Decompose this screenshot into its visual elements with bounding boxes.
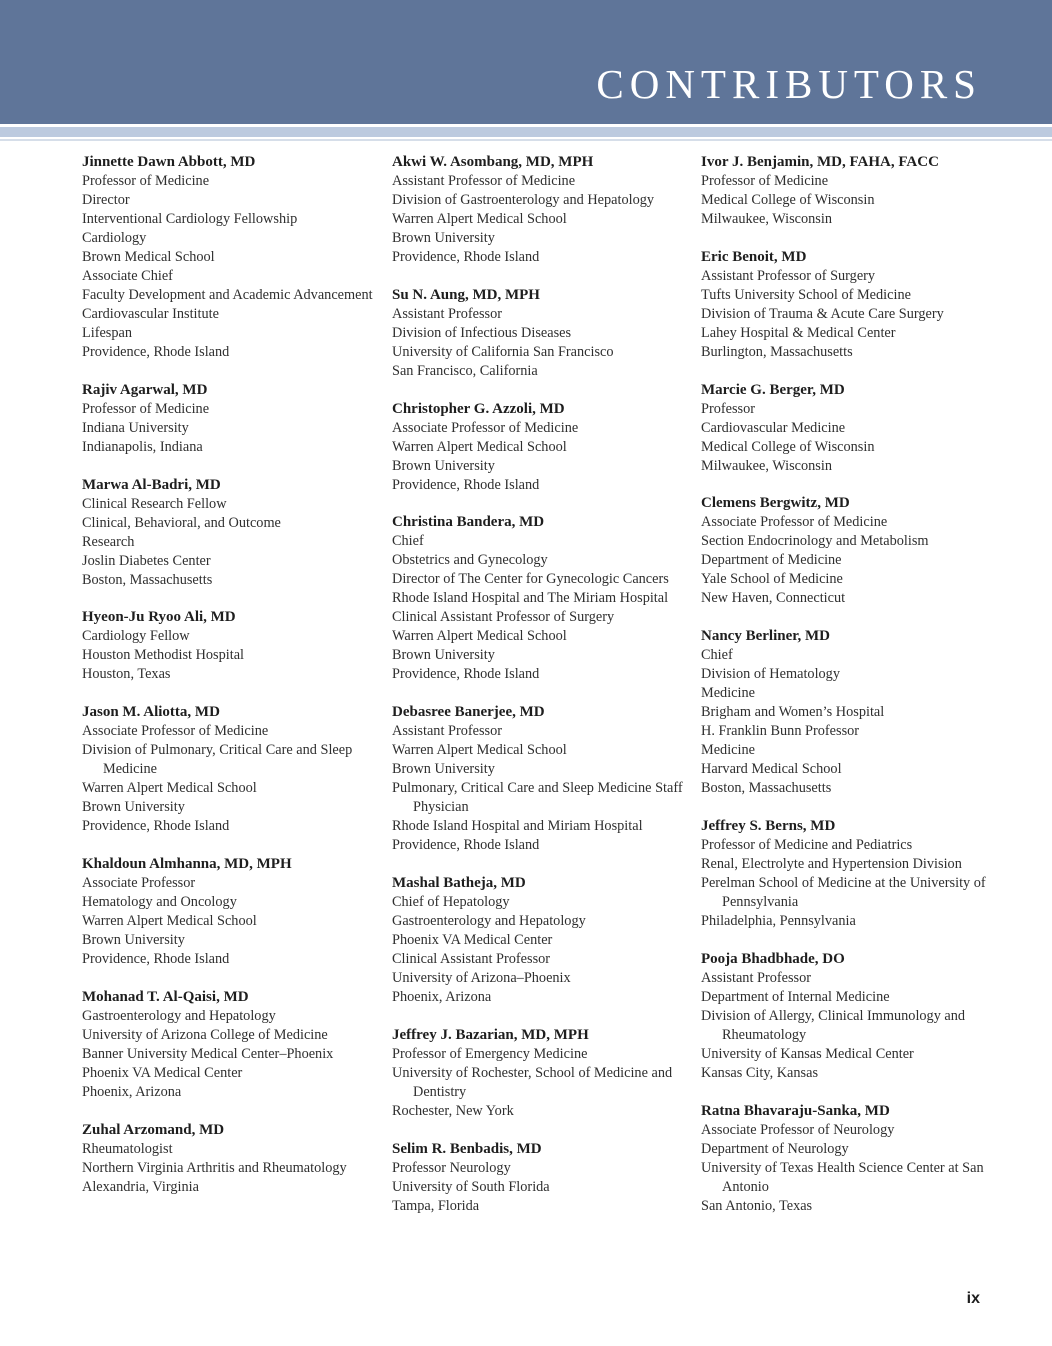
contributor-affiliation-line: Clinical Assistant Professor of Surgery <box>392 609 615 626</box>
contributor-entry <box>701 817 1001 931</box>
contributor-affiliation-line: Phoenix VA Medical Center <box>392 931 553 948</box>
contributor-affiliation-line: Cardiology Fellow <box>82 628 190 645</box>
contributor-affiliation-line: Warren Alpert Medical School <box>392 742 567 759</box>
contributor-name: Pooja Bhadbhade, DO <box>701 950 845 967</box>
contributor-affiliation-line: Clinical Assistant Professor <box>392 950 551 967</box>
contributor-affiliation-line: Brown University <box>392 457 495 474</box>
contributor-affiliation-line: Assistant Professor <box>392 723 503 740</box>
contributor-affiliation-line: Northern Virginia Arthritis and Rheumatology <box>82 1159 347 1176</box>
contributor-affiliation-line: Joslin Diabetes Center <box>82 552 211 569</box>
contributor-affiliation-line: Chief <box>701 647 733 664</box>
contributor-affiliation-line: Medical College of Wisconsin <box>701 192 875 208</box>
contributor-affiliation-line: Kansas City, Kansas <box>701 1064 819 1081</box>
contributor-name: Ratna Bhavaraju-Sanka, MD <box>701 1102 890 1119</box>
contributor-affiliation-line: H. Franklin Bunn Professor <box>701 723 860 740</box>
contributor-name: Hyeon-Ju Ryoo Ali, MD <box>82 609 236 626</box>
contributor-affiliation-line: Brown University <box>392 761 495 778</box>
contributor-name: Christina Bandera, MD <box>392 514 545 531</box>
contributor-affiliation-line: Milwaukee, Wisconsin <box>701 457 832 474</box>
contributor-entry <box>392 874 692 1007</box>
contributor-affiliation-line: Division of Infectious Diseases <box>392 324 572 341</box>
contributor-entry <box>82 608 382 684</box>
contributor-affiliation-line: Assistant Professor <box>701 969 812 986</box>
contributor-entry <box>82 703 382 836</box>
contributor-affiliation-line: Boston, Massachusetts <box>701 780 832 797</box>
contributor-affiliation-line: Brown University <box>392 230 495 246</box>
contributor-affiliation-line: Assistant Professor <box>392 305 503 322</box>
contributor-affiliation-line: Medical College of Wisconsin <box>701 438 875 455</box>
contributor-affiliation-line: Cardiology <box>82 230 147 246</box>
contributor-affiliation-line: Providence, Rhode Island <box>392 666 540 683</box>
contributor-affiliation-line: Providence, Rhode Island <box>392 249 540 265</box>
contributor-affiliation-line: Cardiovascular Medicine <box>701 419 846 436</box>
contributor-affiliation-line: Rochester, New York <box>392 1102 514 1119</box>
page-title: CONTRIBUTORS <box>596 61 982 107</box>
contributor-affiliation-line: Lahey Hospital & Medical Center <box>701 324 896 341</box>
contributor-name: Jason M. Aliotta, MD <box>82 704 220 721</box>
contributor-affiliation-line: Lifespan <box>82 325 133 341</box>
contributor-name: Ivor J. Benjamin, MD, FAHA, FACC <box>701 154 939 170</box>
contributor-affiliation-line: Division of Allergy, Clinical Immunology and Rheumatology <box>701 1007 966 1043</box>
contributor-affiliation-line: Warren Alpert Medical School <box>82 780 257 797</box>
contributor-name: Selim R. Benbadis, MD <box>392 1140 542 1157</box>
contributor-affiliation-line: University of Kansas Medical Center <box>701 1045 914 1062</box>
contributor-name: Eric Benoit, MD <box>701 248 807 265</box>
contributor-affiliation-line: Department of Internal Medicine <box>701 988 890 1005</box>
contributor-affiliation-line: Providence, Rhode Island <box>392 476 540 493</box>
contributor-affiliation-line: San Francisco, California <box>392 362 538 379</box>
contributor-name: Mashal Batheja, MD <box>392 874 526 891</box>
contributor-name: Marwa Al-Badri, MD <box>82 476 221 493</box>
contributor-affiliation-line: Hematology and Oncology <box>82 893 237 910</box>
contributor-affiliation-line: Providence, Rhode Island <box>82 950 230 967</box>
contributors-column-2 <box>392 153 692 1234</box>
contributor-affiliation-line: Alexandria, Virginia <box>82 1178 199 1195</box>
contributor-entry <box>392 513 692 684</box>
contributor-affiliation-line: Director of The Center for Gynecologic Cancers <box>392 571 669 588</box>
contributor-affiliation-line: Rhode Island Hospital and Miriam Hospital <box>392 818 643 835</box>
header-divider <box>0 127 1052 137</box>
contributor-affiliation-line: Faculty Development and Academic Advancement <box>82 287 373 303</box>
contributor-affiliation-line: New Haven, Connecticut <box>701 590 846 607</box>
contributor-affiliation-line: Brown Medical School <box>82 249 215 265</box>
contributor-affiliation-line: Professor of Emergency Medicine <box>392 1045 588 1062</box>
contributor-affiliation-line: Professor Neurology <box>392 1159 511 1176</box>
contributors-column-1 <box>82 153 382 1215</box>
contributor-affiliation-line: Interventional Cardiology Fellowship <box>82 211 298 227</box>
contributor-name: Jeffrey S. Berns, MD <box>701 817 836 834</box>
contributor-affiliation-line: Chief of Hepatology <box>392 893 510 910</box>
contributor-entry <box>392 153 692 267</box>
contributor-affiliation-line: University of California San Francisco <box>392 343 614 360</box>
contributor-entry <box>82 476 382 590</box>
contributor-affiliation-line: Medicine <box>701 742 755 759</box>
contributor-affiliation-line: Department of Medicine <box>701 552 842 569</box>
contributor-affiliation-line: Professor of Medicine <box>82 173 210 189</box>
contributor-affiliation-line: University of Arizona College of Medicine <box>82 1026 328 1043</box>
contributor-affiliation-line: Harvard Medical School <box>701 761 842 778</box>
contributor-affiliation-line: Boston, Massachusetts <box>82 571 213 588</box>
contributor-affiliation-line: Chief <box>392 533 424 550</box>
contributor-affiliation-line: Assistant Professor of Surgery <box>701 267 876 284</box>
contributor-entry <box>82 855 382 969</box>
contributor-name: Nancy Berliner, MD <box>701 628 831 645</box>
contributor-entry <box>392 703 692 855</box>
contributor-affiliation-line: Clinical, Behavioral, and Outcome <box>82 514 281 531</box>
contributor-affiliation-line: Professor of Medicine and Pediatrics <box>701 836 913 853</box>
contributor-name: Mohanad T. Al-Qaisi, MD <box>82 988 249 1005</box>
contributor-affiliation-line: Associate Professor of Medicine <box>701 514 888 531</box>
contributor-affiliation-line: Medicine <box>701 685 755 702</box>
contributor-affiliation-line: Rhode Island Hospital and The Miriam Hospital <box>392 590 669 607</box>
contributor-affiliation-line: Research <box>82 533 135 550</box>
contributor-affiliation-line: Milwaukee, Wisconsin <box>701 211 832 227</box>
contributor-entry <box>82 381 382 457</box>
contributor-name: Clemens Bergwitz, MD <box>701 495 850 512</box>
contributor-entry <box>82 153 382 362</box>
contributor-affiliation-line: Brown University <box>82 799 185 816</box>
contributor-affiliation-line: Gastroenterology and Hepatology <box>82 1007 276 1024</box>
contributor-name: Jinnette Dawn Abbott, MD <box>82 154 256 170</box>
contributor-affiliation-line: Director <box>82 192 130 208</box>
contributor-name: Rajiv Agarwal, MD <box>82 381 208 398</box>
contributor-affiliation-line: Brown University <box>82 931 185 948</box>
header-divider-thin <box>0 139 1052 141</box>
contributor-affiliation-line: Section Endocrinology and Metabolism <box>701 533 929 550</box>
contributor-affiliation-line: University of Rochester, School of Medicine and Dentistry <box>392 1064 673 1100</box>
contributor-affiliation-line: Professor <box>701 400 756 417</box>
page-number: ix <box>966 1290 980 1307</box>
contributor-affiliation-line: Professor of Medicine <box>701 173 829 189</box>
contributor-affiliation-line: Division of Pulmonary, Critical Care and Sleep Medicine <box>82 742 353 778</box>
contributor-affiliation-line: Associate Chief <box>82 268 173 284</box>
contributor-entry <box>392 1026 692 1121</box>
contributor-affiliation-line: Houston Methodist Hospital <box>82 647 245 664</box>
contributor-affiliation-line: Burlington, Massachusetts <box>701 343 853 360</box>
contributor-affiliation-line: Assistant Professor of Medicine <box>392 173 576 189</box>
contributor-affiliation-line: Pulmonary, Critical Care and Sleep Medicine Staff Physician <box>392 780 683 816</box>
contributor-affiliation-line: Gastroenterology and Hepatology <box>392 912 586 929</box>
contributor-affiliation-line: Clinical Research Fellow <box>82 495 227 512</box>
contributor-affiliation-line: Department of Neurology <box>701 1140 849 1157</box>
contributor-name: Su N. Aung, MD, MPH <box>392 286 540 303</box>
contributor-entry <box>701 494 1001 608</box>
contributor-entry <box>392 400 692 495</box>
contributor-affiliation-line: Tufts University School of Medicine <box>701 286 911 303</box>
contributor-entry <box>701 627 1001 798</box>
contributor-affiliation-line: University of South Florida <box>392 1178 550 1195</box>
contributor-affiliation-line: Rheumatologist <box>82 1140 173 1157</box>
contributor-affiliation-line: Brigham and Women’s Hospital <box>701 704 885 721</box>
contributor-affiliation-line: Yale School of Medicine <box>701 571 843 588</box>
contributor-affiliation-line: University of Arizona–Phoenix <box>392 969 571 986</box>
contributor-affiliation-line: Phoenix, Arizona <box>82 1083 182 1100</box>
contributor-affiliation-line: Obstetrics and Gynecology <box>392 552 548 569</box>
contributor-affiliation-line: Associate Professor of Medicine <box>392 419 579 436</box>
contributor-affiliation-line: Phoenix, Arizona <box>392 988 492 1005</box>
contributor-affiliation-line: Perelman School of Medicine at the University of Pennsylvania <box>701 874 986 910</box>
contributor-affiliation-line: Associate Professor <box>82 874 196 891</box>
contributor-affiliation-line: Associate Professor of Medicine <box>82 723 269 740</box>
contributor-entry <box>392 286 692 381</box>
contributor-name: Marcie G. Berger, MD <box>701 381 845 398</box>
contributor-name: Christopher G. Azzoli, MD <box>392 400 565 417</box>
contributor-affiliation-line: Brown University <box>392 647 495 664</box>
contributor-affiliation-line: Tampa, Florida <box>392 1197 480 1214</box>
contributor-affiliation-line: Professor of Medicine <box>82 400 210 417</box>
contributor-affiliation-line: Associate Professor of Neurology <box>701 1121 895 1138</box>
contributor-name: Debasree Banerjee, MD <box>392 704 545 721</box>
contributor-affiliation-line: Division of Trauma & Acute Care Surgery <box>701 305 944 322</box>
contributor-affiliation-line: Warren Alpert Medical School <box>82 912 257 929</box>
contributor-affiliation-line: San Antonio, Texas <box>701 1197 813 1214</box>
contributor-affiliation-line: Houston, Texas <box>82 666 171 683</box>
contributor-affiliation-line: Phoenix VA Medical Center <box>82 1064 243 1081</box>
contributor-affiliation-line: Banner University Medical Center–Phoenix <box>82 1045 334 1062</box>
contributor-affiliation-line: Warren Alpert Medical School <box>392 438 567 455</box>
contributor-entry <box>701 950 1001 1083</box>
contributor-affiliation-line: Division of Gastroenterology and Hepatology <box>392 192 655 208</box>
contributor-affiliation-line: Cardiovascular Institute <box>82 306 219 322</box>
contributors-column-3 <box>701 153 1001 1234</box>
contributor-affiliation-line: Providence, Rhode Island <box>82 344 230 360</box>
contributor-affiliation-line: Philadelphia, Pennsylvania <box>701 912 856 929</box>
contributor-affiliation-line: University of Texas Health Science Center at San Antonio <box>701 1159 984 1195</box>
contributor-entry <box>82 988 382 1102</box>
contributor-affiliation-line: Indiana University <box>82 419 189 436</box>
contributor-affiliation-line: Division of Hematology <box>701 666 840 683</box>
contributor-name: Akwi W. Asombang, MD, MPH <box>392 154 594 170</box>
contributor-name: Jeffrey J. Bazarian, MD, MPH <box>392 1026 589 1043</box>
contributor-name: Zuhal Arzomand, MD <box>82 1121 225 1138</box>
contributor-affiliation-line: Warren Alpert Medical School <box>392 628 567 645</box>
contributor-name: Khaldoun Almhanna, MD, MPH <box>82 855 292 872</box>
contributor-entry <box>701 1102 1001 1216</box>
contributor-entry <box>701 153 1001 229</box>
contributor-entry <box>392 1140 692 1216</box>
contributor-affiliation-line: Renal, Electrolyte and Hypertension Division <box>701 855 962 872</box>
contributor-affiliation-line: Providence, Rhode Island <box>392 837 540 854</box>
contributor-entry <box>701 381 1001 476</box>
contributor-affiliation-line: Providence, Rhode Island <box>82 818 230 835</box>
contributor-affiliation-line: Indianapolis, Indiana <box>82 438 203 455</box>
contributor-entry <box>82 1121 382 1197</box>
contributor-entry <box>701 248 1001 362</box>
contributor-affiliation-line: Warren Alpert Medical School <box>392 211 567 227</box>
